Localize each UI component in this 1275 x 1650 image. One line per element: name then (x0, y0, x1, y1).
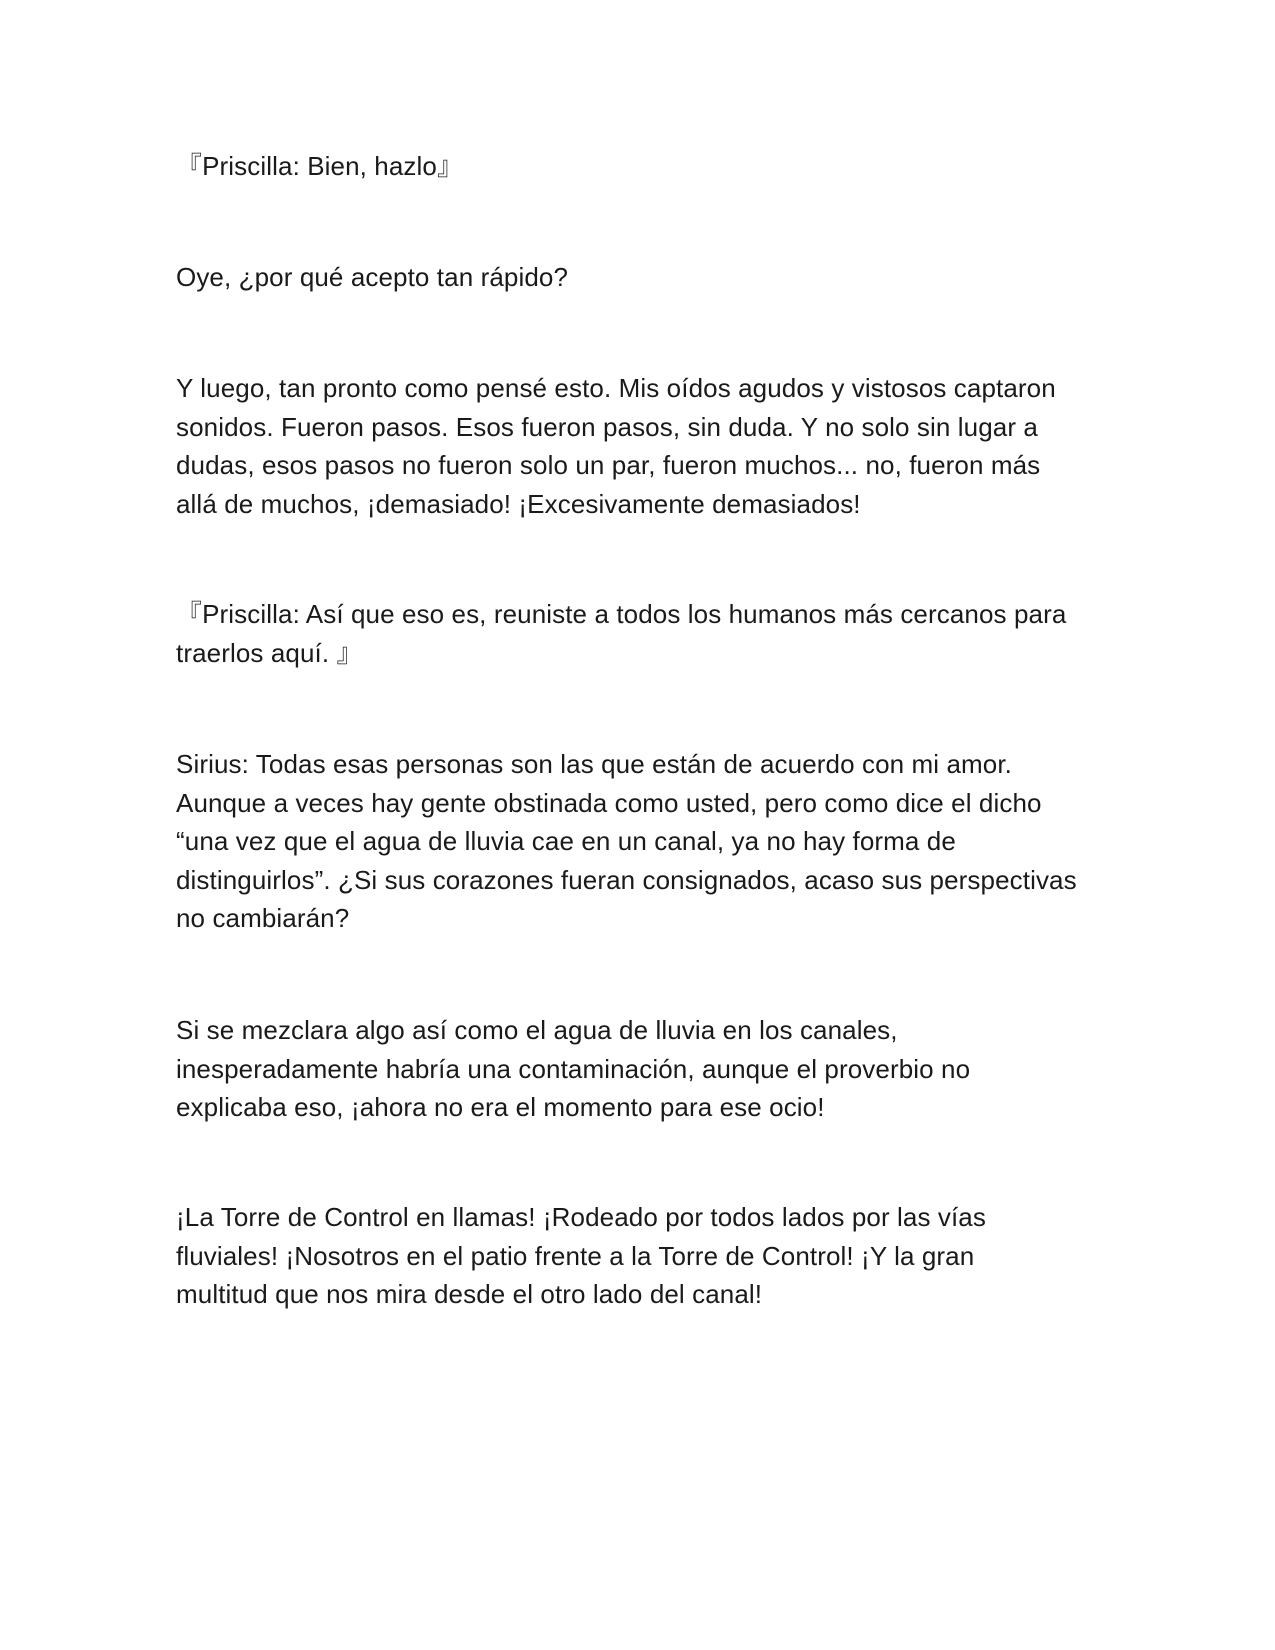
text-line: inesperadamente habría una contaminación, aunque el proverbio no (176, 1053, 971, 1084)
text-line: Sirius: Todas esas personas son las que están de acuerdo con mi amor. (176, 749, 1013, 779)
text-line: ¡La Torre de Control en llamas! ¡Rodeado por todos lados por las vías (176, 1202, 986, 1232)
text-line: Aunque a veces hay gente obstinada como usted, pero como dice el dicho (176, 787, 1042, 818)
text-line: 『Priscilla: Así que eso es, reuniste a todos los humanos más cercanos para (176, 599, 1067, 629)
paragraph-control-tower (176, 1198, 1096, 1314)
text-line: 『Priscilla: Bien, hazlo』 (176, 151, 464, 181)
text-line: multitud que nos mira desde el otro lado del canal! (176, 1279, 763, 1309)
text-line: dudas, esos pasos no fueron solo un par, fueron muchos... no, fueron más (176, 450, 1041, 480)
text-line: Oye, ¿por qué acepto tan rápido? (176, 262, 569, 292)
text-line: allá de muchos, ¡demasiado! ¡Excesivamente demasiados! (176, 488, 861, 519)
paragraph-priscilla-accept (176, 147, 1096, 186)
paragraph-footsteps (176, 369, 1096, 523)
text-line: traerlos aquí. 』 (176, 637, 363, 668)
text-line: fluviales! ¡Nosotros en el patio frente a la Torre de Control! ¡Y la gran (176, 1240, 975, 1271)
text-line: Y luego, tan pronto como pensé esto. Mis oídos agudos y vistosos captaron (176, 373, 1056, 403)
text-line: “una vez que el agua de lluvia cae en un canal, ya no hay forma de (176, 826, 956, 856)
text-line: distinguirlos”. ¿Si sus corazones fueran consignados, acaso sus perspectivas (176, 864, 1077, 895)
text-line: Si se mezclara algo así como el agua de lluvia en los canales, (176, 1015, 898, 1045)
paragraph-rainwater (176, 1011, 1096, 1127)
text-line: sonidos. Fueron pasos. Esos fueron pasos, sin duda. Y no solo sin lugar a (176, 411, 1038, 442)
paragraph-why-accept (176, 258, 1096, 297)
text-line: no cambiarán? (176, 903, 350, 933)
paragraph-priscilla-gathered (176, 595, 1096, 672)
paragraph-sirius-speech (176, 745, 1096, 938)
text-line: explicaba eso, ¡ahora no era el momento para ese ocio! (176, 1092, 825, 1122)
